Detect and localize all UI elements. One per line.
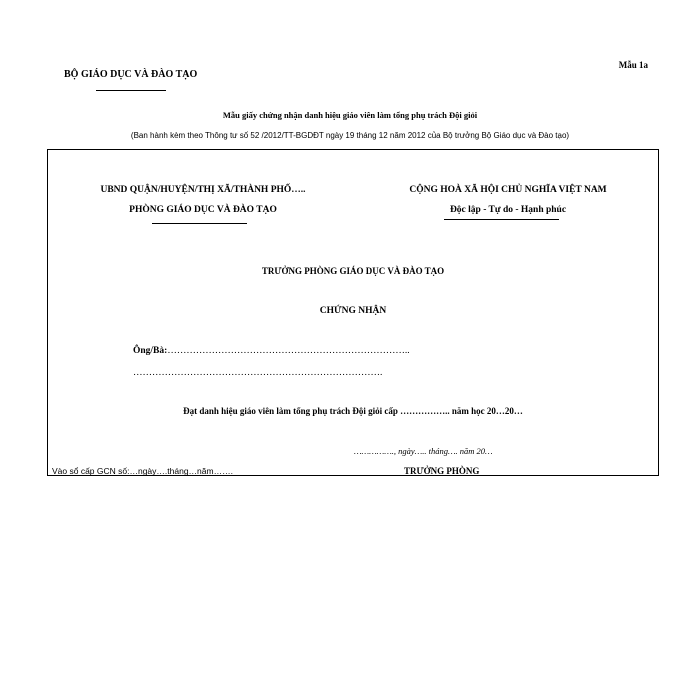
document-title: Mẫu giấy chứng nhận danh hiệu giáo viên làm tổng phụ trách Đội giỏi [222,110,478,120]
certificate-title: CHỨNG NHẬN [319,306,387,316]
recipient-name-line [133,346,410,356]
form-number-label: Mẫu 1a [618,60,648,70]
certificate-frame [47,149,659,476]
ministry-name: BỘ GIÁO DỤC VÀ ĐÀO TẠO [64,69,198,80]
motto-underline [444,219,559,220]
department-head-title: TRƯỞNG PHÒNG GIÁO DỤC VÀ ĐÀO TẠO [261,266,445,276]
issuer-underline [152,223,247,224]
issuer-line-2: PHÒNG GIÁO DỤC VÀ ĐÀO TẠO [129,205,277,215]
award-statement: Đạt danh hiệu giáo viên làm tổng phụ trách Đội giỏi cấp …………….. năm học 20…20… [183,406,523,416]
nation-motto: Độc lập - Tự do - Hạnh phúc [449,205,567,215]
signature-title: TRƯỞNG PHÒNG [404,466,480,476]
nation-header [388,180,628,220]
registry-note: Vào sổ cấp GCN số:…ngày….tháng…năm……. [52,466,233,476]
ministry-underline [96,90,166,91]
nation-line-1: CỘNG HOÀ XÃ HỘI CHỦ NGHĨA VIỆT NAM [409,185,607,195]
issue-date-line: ……………., ngày….. tháng…. năm 20… [354,446,493,456]
document-subtitle: (Ban hành kèm theo Thông tư số 52 /2012/TT-BGDĐT ngày 19 tháng 12 năm 2012 của Bộ trưởng Bộ Giáo dục và Đào tạo) [130,131,570,140]
issuer-header [88,180,318,220]
recipient-extra-blank: ……………………………………………………………………. [133,368,383,378]
recipient-name-label: Ông/Bà: [133,346,168,356]
recipient-name-blank: ………………………………………………………………….. [167,346,410,356]
issuer-line-1: UBND QUẬN/HUYỆN/THỊ XÃ/THÀNH PHỐ….. [100,185,306,195]
